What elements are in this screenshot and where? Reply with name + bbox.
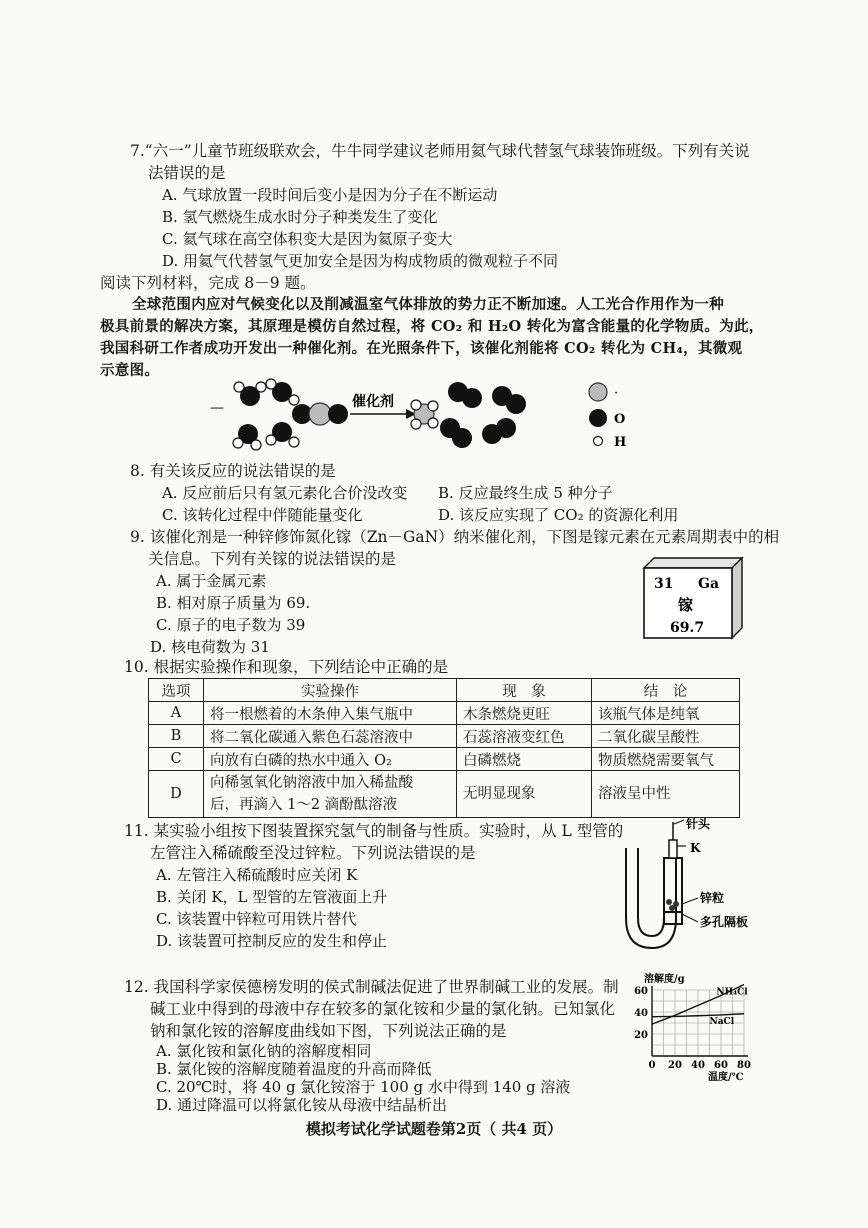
table-header-option: 选项 [149,679,204,702]
reading-line3: 我国科研工作者成功开发出一种催化剂。在光照条件下，该催化剂能将 CO₂ 转化为 CH₄，其微观 [100,340,743,357]
table-cell: 物质燃烧需要氧气 [592,748,740,771]
x-tick-label: 80 [737,1060,751,1071]
table-header-operation: 实验操作 [204,679,457,702]
q7-stem-line2: 法错误的是 [148,164,226,182]
table-cell: 白磷燃烧 [457,748,592,771]
reactant-water-4 [266,422,299,447]
l-tube-apparatus [612,818,752,968]
q9-stem-line2: 关信息。下列有关镓的说法错误的是 [148,550,397,568]
table-cell: 向放有白磷的热水中通入 O₂ [204,748,457,771]
product-o2-3 [440,418,472,448]
table-row [149,725,740,748]
diagram-dash: — [210,400,224,416]
legend-carbon-label: · [614,386,619,401]
q11-option-b: B. 关闭 K，L 型管的左管液面上升 [156,888,388,906]
reactant-water-3 [233,424,261,450]
table-cell-line1: 向稀氢氧化钠溶液中加入稀盐酸 [210,775,413,791]
q9-option-a: A. 属于金属元素 [156,572,267,590]
x-tick-label: 60 [714,1060,728,1071]
legend-hydrogen-icon [594,437,603,446]
y-axis-label: 溶解度/g [644,974,685,985]
series-label: NaCl [709,1017,735,1028]
table-header-phenomenon: 现 象 [457,679,592,702]
q11-option-d: D. 该装置可控制反应的发生和停止 [156,932,388,950]
product-o2-2 [492,386,526,414]
table-cell-line2: 后，再滴入 1～2 滴酚酞溶液 [210,797,398,813]
q12-stem-line1: 12. 我国科学家侯德榜发明的侯式制碱法促进了世界制碱工业的发展。制 [124,978,619,996]
table-cell: 溶液呈中性 [592,771,740,818]
q8-option-a: A. 反应前后只有氢元素化合价没改变 [162,484,408,502]
reactant-water-1 [234,382,266,406]
q9-option-c: C. 原子的电子数为 39 [156,616,306,634]
reading-line4: 示意图。 [100,362,160,379]
element-number: 31 [654,576,674,592]
q9-option-b: B. 相对原子质量为 69. [156,594,311,612]
experiment-table [148,678,740,818]
table-cell: 二氧化碳呈酸性 [592,725,740,748]
table-header-row [149,679,740,702]
q11-option-c: C. 该装置中锌粒可用铁片替代 [156,910,357,928]
legend-carbon-icon [589,383,607,401]
q11-stem-line2: 左管注入稀硫酸至没过锌粒。下列说法错误的是 [150,844,476,862]
q9-option-d: D. 核电荷数为 31 [150,638,270,656]
reading-intro: 阅读下列材料，完成 8－9 题。 [100,274,316,292]
zinc-label: 锌粒 [700,891,725,905]
element-symbol: Ga [698,576,720,592]
x-axis-label: 温度/℃ [708,1072,744,1082]
q12-option-d: D. 通过降温可以将氯化铵从母液中结晶析出 [156,1096,448,1114]
legend-oxygen-label: O [614,412,626,427]
q9-stem-line1: 9. 该催化剂是一种锌修饰氮化镓（Zn－GaN）纳米催化剂，下图是镓元素在元素周期表中的相 [130,528,780,546]
table-header-conclusion: 结 论 [592,679,740,702]
series-label: NH₄Cl [716,987,748,998]
product-o2-4 [482,418,516,444]
q12-stem-line3: 钠和氯化铵的溶解度曲线如下图，下列说法正确的是 [150,1022,507,1040]
table-cell: A [149,702,204,725]
element-mass: 69.7 [670,620,705,636]
table-cell: 该瓶气体是纯氧 [592,702,740,725]
solubility-chart [616,972,756,1082]
x-tick-label: 20 [668,1060,682,1071]
page-footer: 模拟考试化学试题卷第2页（ 共4 页） [305,1120,563,1138]
table-row [149,702,740,725]
reading-line2: 极具前景的解决方案，其原理是模仿自然过程，将 CO₂ 和 H₂O 转化为富含能量的化学物质。为此， [100,318,764,335]
valve-k-label: K [690,841,701,855]
q12-option-a: A. 氯化铵和氯化钠的溶解度相同 [156,1042,372,1060]
q7-option-d: D. 用氦气代替氢气更加安全是因为构成物质的微观粒子不同 [162,252,559,270]
y-tick-label: 60 [634,986,648,997]
q7-option-b: B. 氢气燃烧生成水时分子种类发生了变化 [162,208,438,226]
q7-stem-line1: 7.“六一”儿童节班级联欢会，牛牛同学建议老师用氦气球代替氢气球装饰班级。下列有关说 [130,142,750,160]
q10-stem: 10. 根据实验操作和现象，下列结论中正确的是 [124,658,449,676]
reading-line1: 全球范围内应对气候变化以及削减温室气体排放的势力正不断加速。人工光合作用作为一种 [132,296,724,313]
table-cell: 木条燃烧更旺 [457,702,592,725]
needle-label: 针头 [686,818,711,831]
reactant-co2 [292,403,348,425]
reaction-micro-diagram [210,376,650,456]
table-cell: D [149,771,204,818]
table-cell-multiline [204,771,457,818]
q12-option-b: B. 氯化铵的溶解度随着温度的升高而降低 [156,1060,432,1078]
product-ch4 [411,400,438,429]
y-tick-label: 20 [634,1030,648,1041]
legend-hydrogen-label: H [614,435,627,450]
table-cell: 将一根燃着的木条伸入集气瓶中 [204,702,457,725]
q7-option-c: C. 氦气球在高空体积变大是因为氦原子变大 [162,230,453,248]
product-o2-1 [448,382,482,408]
q11-stem-line1: 11. 某实验小组按下图装置探究氢气的制备与性质。实验时，从 L 型管的 [124,822,624,840]
table-cell: B [149,725,204,748]
table-row [149,771,740,818]
legend-oxygen-icon [589,409,607,427]
table-cell: C [149,748,204,771]
gallium-element-card [640,556,744,640]
table-cell: 将二氧化碳通入紫色石蕊溶液中 [204,725,457,748]
q8-option-c: C. 该转化过程中伴随能量变化 [162,506,363,524]
q12-option-c: C. 20℃时，将 40 g 氯化铵溶于 100 g 水中得到 140 g 溶液 [156,1078,571,1096]
table-cell: 石蕊溶液变红色 [457,725,592,748]
q12-stem-line2: 碱工业中得到的母液中存在较多的氯化铵和少量的氯化钠。已知氯化 [150,1000,616,1018]
q8-option-b: B. 反应最终生成 5 种分子 [438,484,613,502]
x-tick-label: 40 [691,1060,705,1071]
q8-stem: 8. 有关该反应的说法错误的是 [130,462,336,480]
x-tick-label: 0 [648,1060,656,1071]
reactant-water-2 [266,379,299,405]
y-tick-label: 40 [634,1008,648,1019]
porous-plate-label: 多孔隔板 [700,915,749,929]
element-name: 镓 [678,596,694,614]
q8-option-d: D. 该反应实现了 CO₂ 的资源化利用 [438,506,679,524]
table-row [149,748,740,771]
q7-option-a: A. 气球放置一段时间后变小是因为分子在不断运动 [162,186,498,204]
catalyst-label: 催化剂 [352,394,394,410]
q11-option-a: A. 左管注入稀硫酸时应关闭 K [156,866,358,884]
table-cell: 无明显现象 [457,771,592,818]
